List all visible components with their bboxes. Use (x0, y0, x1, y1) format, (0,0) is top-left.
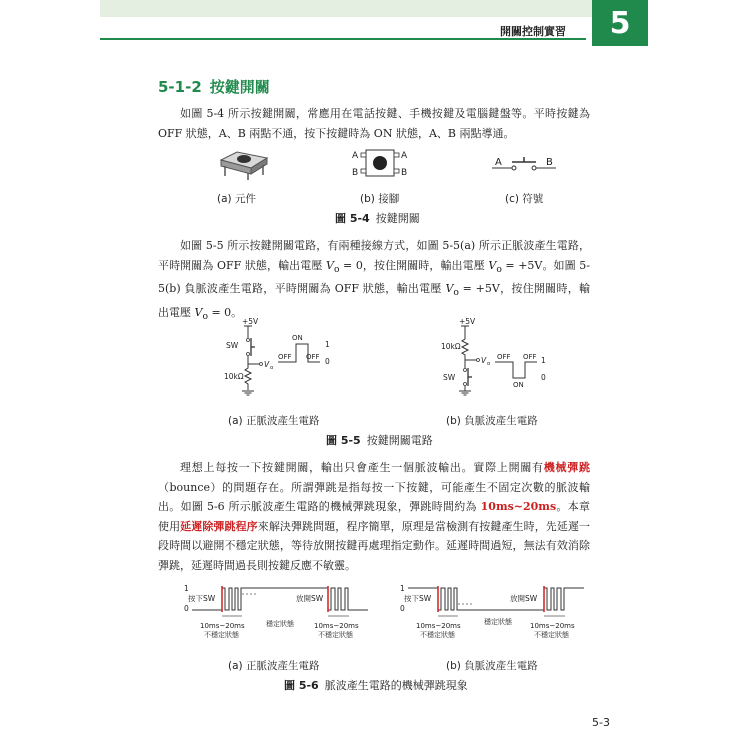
section-heading (158, 76, 278, 97)
paragraph-3-text (158, 458, 590, 575)
w6a-stable: 穩定狀態 (266, 620, 294, 628)
hi-label-a: 1 (325, 340, 330, 349)
chapter-number-badge: 5 (592, 0, 648, 46)
w6a-unstable-1: 不穩定狀態 (204, 631, 239, 639)
paragraph-1-text: 如圖 5-4 所示按鍵開關，常應用在電話按鍵、手機按鍵及電腦鍵盤等。平時按鍵為 OFF 狀態，A、B 兩點不通，按下按鍵時為 ON 狀態，A、B 兩點導通。 (158, 107, 590, 140)
symbol-pin-b: B (546, 157, 553, 168)
paragraph-1 (158, 104, 590, 143)
section-number: 5-1-2 (158, 78, 202, 96)
vo-sub-a: o (270, 365, 274, 371)
w6b-lo: 0 (400, 604, 405, 613)
pin-b-right: B (401, 168, 408, 178)
vo-sub-b: o (487, 361, 491, 367)
positive-pulse-circuit (220, 316, 360, 406)
p2-vo-3: V (445, 282, 454, 296)
page-number: 5-3 (592, 716, 610, 729)
p3-highlight-debounce: 延遲除彈跳程序 (180, 519, 258, 533)
bounce-waveform-negative (394, 580, 594, 648)
fig5-caption-b: (b) 負脈波產生電路 (446, 415, 538, 427)
section-title: 按鍵開關 (209, 78, 270, 96)
p2-vo-3-sub: o (453, 287, 459, 299)
vcc-label-a: +5V (242, 317, 259, 326)
p3-part3: 。本章使用 (158, 500, 591, 533)
header-band (100, 0, 648, 17)
p2-vo-1-sub: o (333, 263, 340, 275)
fig4-title-text: 按鍵開關 (375, 212, 420, 225)
res-label-b: 10kΩ (441, 342, 461, 351)
p3-highlight-time: 10ms~20ms (480, 500, 557, 513)
p2-part2: = 0，按住開關時，輸出電壓 (339, 258, 489, 272)
vo-label-a: V (264, 360, 270, 369)
fig5-label: 圖 5-5 (326, 434, 361, 447)
w6b-hi: 1 (400, 584, 405, 593)
w6b-release: 放開SW (510, 594, 538, 603)
fig6-caption-b: (b) 負脈波產生電路 (446, 660, 538, 672)
hi-label-b: 1 (541, 356, 546, 365)
fig6-title (284, 677, 468, 693)
w6a-hi: 1 (184, 584, 189, 593)
w6b-stable: 穩定狀態 (484, 618, 512, 626)
p3-part2: （bounce）的問題存在。所謂彈跳是指每按一下按鍵，可能產生不固定次數的脈波輸出。如圖 5-6 所示脈波產生電路的機械彈跳現象，彈跳時間約為 (158, 480, 590, 513)
w6a-time-1: 10ms~20ms (200, 622, 245, 630)
symbol-pin-a: A (495, 157, 502, 168)
w6a-unstable-2: 不穩定狀態 (318, 631, 353, 639)
w6b-time-1: 10ms~20ms (416, 622, 461, 630)
fig4-caption-c: (c) 符號 (505, 193, 544, 205)
p2-part4: = +5V，按住開關時，輸出電壓 (158, 282, 591, 319)
p3-part4: 來解決彈跳問題，程序簡單，原理是當檢測有按鍵產生時，先延遲一段時間以避開不穩定狀態，等待放開按鍵再處理指定動作。延遲時間過短，無法有效消除彈跳，延遲時間過長則按鍵反應不敏靈。 (158, 519, 591, 572)
w6a-lo: 0 (184, 604, 189, 613)
lo-label-a: 0 (325, 357, 330, 366)
fig5-caption-a: (a) 正脈波產生電路 (228, 415, 320, 427)
fig5-title (326, 432, 433, 448)
w6b-unstable-2: 不穩定狀態 (534, 631, 569, 639)
res-label-a: 10kΩ (224, 372, 244, 381)
paragraph-3 (158, 458, 590, 575)
p2-vo-4: V (194, 305, 203, 319)
off1-label-b: OFF (497, 353, 511, 361)
off1-label-a: OFF (278, 353, 292, 361)
chapter-title: 開關控制實習 (500, 25, 566, 38)
w6b-time-2: 10ms~20ms (530, 622, 575, 630)
off2-label-b: OFF (523, 353, 537, 361)
fig6-label: 圖 5-6 (284, 679, 319, 692)
p2-part5: = 0。 (207, 305, 243, 319)
on-label-a: ON (292, 334, 303, 342)
lo-label-b: 0 (541, 373, 546, 382)
w6a-press: 按下SW (188, 594, 216, 603)
fig4-caption-b: (b) 接腳 (360, 193, 400, 205)
button-symbol (490, 152, 560, 174)
button-pinout-diagram (350, 148, 420, 182)
vcc-label-b: +5V (459, 317, 476, 326)
w6b-unstable-1: 不穩定狀態 (420, 631, 455, 639)
sw-label-a: SW (226, 341, 239, 350)
p2-vo-4-sub: o (202, 311, 208, 323)
paragraph-2-text (158, 236, 590, 327)
pin-a-left: A (352, 151, 359, 161)
fig5-title-text: 按鍵開關電路 (366, 434, 433, 447)
fig4-title (335, 210, 420, 226)
negative-pulse-circuit (437, 316, 577, 406)
pin-a-right: A (401, 151, 408, 161)
w6a-release: 放開SW (296, 594, 324, 603)
on-label-b: ON (513, 381, 524, 389)
p2-vo-1: V (325, 258, 334, 272)
fig6-caption-a: (a) 正脈波產生電路 (228, 660, 320, 672)
vo-label-b: V (481, 356, 487, 365)
bounce-waveform-positive (178, 580, 378, 648)
w6a-time-2: 10ms~20ms (314, 622, 359, 630)
fig4-caption-a: (a) 元件 (217, 193, 256, 205)
p2-part1: 如圖 5-5 所示按鍵開關電路，有兩種接線方式，如圖 5-5(a) 所示正脈波產生電路，平時開關為 OFF 狀態，輸出電壓 (158, 239, 590, 272)
p2-part3: = +5V。如圖 5-5(b) 負脈波產生電路，平時開關為 OFF 狀態，輸出電壓 (158, 258, 590, 296)
fig6-title-text: 脈波產生電路的機械彈跳現象 (324, 679, 468, 692)
off2-label-a: OFF (306, 353, 320, 361)
w6b-press: 按下SW (404, 594, 432, 603)
sw-label-b: SW (443, 373, 456, 382)
button-component-illustration (215, 146, 275, 182)
p3-highlight-bounce: 機械彈跳 (543, 461, 591, 474)
p2-vo-2: V (488, 258, 497, 272)
fig4-label: 圖 5-4 (335, 212, 370, 225)
p2-vo-2-sub: o (496, 263, 502, 275)
paragraph-2 (158, 236, 590, 327)
p3-part1: 理想上每按一下按鍵開關，輸出只會產生一個脈波輸出。實際上開關有 (180, 461, 544, 474)
pin-b-left: B (352, 168, 359, 178)
